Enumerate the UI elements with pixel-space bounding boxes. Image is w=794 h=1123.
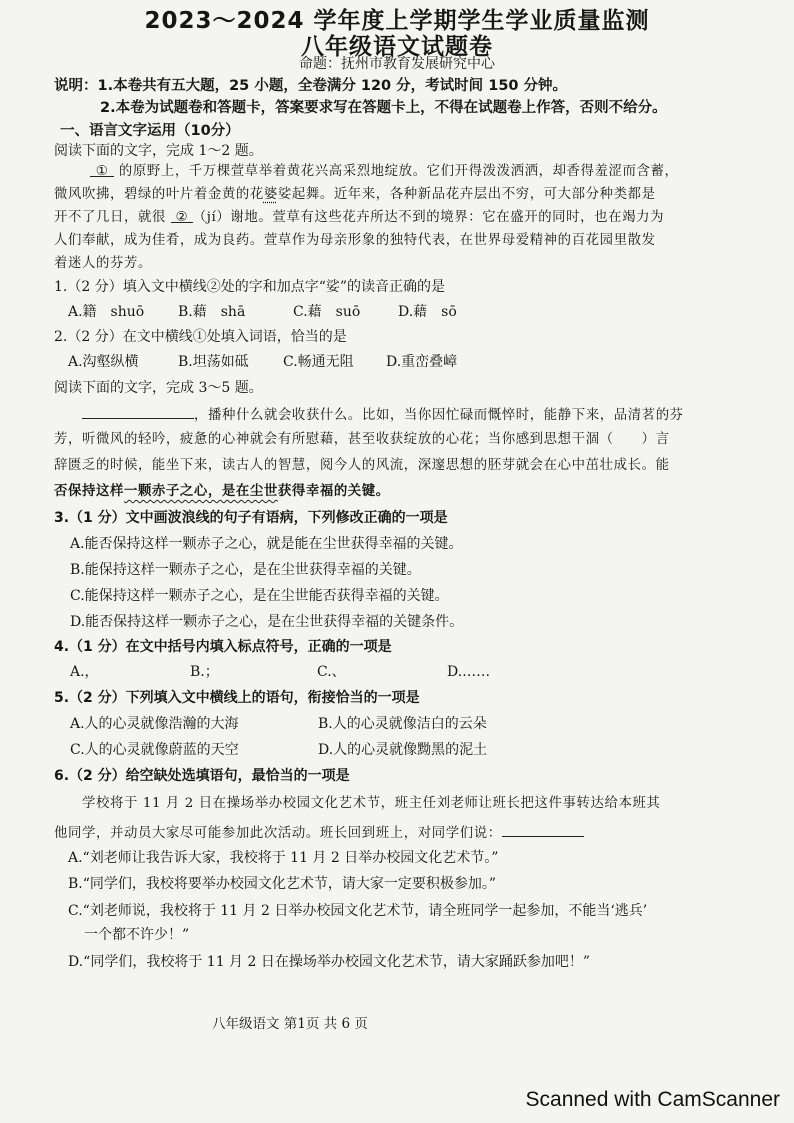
q2-option-d[interactable]: D.重峦叠嶂 (386, 354, 458, 370)
question-5-stem: 5.（2 分）下列填入文中横线上的语句，衔接恰当的一项是 (54, 690, 420, 706)
q5-option-c[interactable]: C.人的心灵就像蔚蓝的天空 (70, 742, 239, 758)
page-footer: 八年级语文 第1页 共 6 页 (212, 1016, 368, 1032)
q4-option-a[interactable]: A.， (70, 664, 99, 680)
q6-option-b[interactable]: B.“同学们，我校将要举办校园文化艺术节，请大家一定要积极参加。” (68, 876, 497, 892)
q3-option-c[interactable]: C.能保持这样一颗赤子之心，是在尘世能否获得幸福的关键。 (70, 588, 449, 604)
q3-option-d[interactable]: D.能否保持这样一颗赤子之心，是在尘世获得幸福的关键条件。 (70, 614, 464, 630)
instructions-2: 2.本卷为试题卷和答题卡，答案要求写在答题卡上，不得在试题卷上作答，否则不给分。 (100, 100, 667, 116)
passage1-line4: 人们奉献，成为佳肴，成为良药。萱草作为母亲形象的独特代表，在世界母爱精神的百花园里散发 (54, 233, 656, 248)
q2-option-c[interactable]: C.畅通无阻 (283, 354, 354, 370)
q5-option-d[interactable]: D.人的心灵就像黝黑的泥土 (318, 742, 488, 758)
q6-option-a[interactable]: A.“刘老师让我告诉大家，我校将于 11 月 2 日举办校园文化艺术节。” (68, 850, 499, 866)
question-3-stem: 3.（1 分）文中画波浪线的句子有语病，下列修改正确的一项是 (54, 510, 448, 526)
passage1-line2: 微风吹拂，碧绿的叶片着金黄的花婆娑起舞。近年来，各种新品花卉层出不穷，可大部分种类都是 (54, 187, 656, 202)
passage2-line2: 芳，听微风的轻吟，疲惫的心神就会有所慰藉，甚至收获绽放的心花；当你感到思想干涸（ ）言 (54, 432, 670, 447)
q1-option-a[interactable]: A.籍 shuō (68, 304, 145, 320)
question-2-options (68, 352, 457, 372)
blank-4 (502, 822, 584, 837)
question-6-context-2: 他同学，并动员大家尽可能参加此次活动。班长回到班上，对同学们说： (54, 822, 584, 844)
q6-option-c[interactable]: C.“刘老师说，我校将于 11 月 2 日举办校园文化艺术节，请全班同学一起参加，不能当‘逃兵’ (68, 903, 648, 919)
blank-3 (82, 404, 194, 419)
q4-option-d[interactable]: D.…… (447, 664, 491, 680)
q5-option-b[interactable]: B.人的心灵就像洁白的云朵 (318, 716, 487, 732)
question-1-options (68, 302, 457, 322)
exam-title: 2023～2024 学年度上学期学生学业质量监测 (144, 8, 650, 34)
passage1-line5: 着迷人的芬芳。 (54, 256, 152, 271)
q4-option-b[interactable]: B.； (190, 664, 219, 680)
q1-option-c[interactable]: C.藉 suō (293, 304, 361, 320)
question-6-stem: 6.（2 分）给空缺处选填语句，最恰当的一项是 (54, 768, 350, 784)
q5-option-a[interactable]: A.人的心灵就像浩瀚的大海 (70, 716, 239, 732)
scanner-watermark: Scanned with CamScanner (525, 1088, 780, 1111)
exam-author: 命题：抚州市教育发展研究中心 (299, 56, 495, 72)
dotted-char: 婆 (263, 187, 278, 202)
q3-option-b[interactable]: B.能保持这样一颗赤子之心，是在尘世获得幸福的关键。 (70, 562, 421, 578)
q1-option-b[interactable]: B.藉 shā (178, 304, 246, 320)
passage2-line1: ，播种什么就会收获什么。比如，当你因忙碌而慨悴时，能静下来，品清茗的芬 (82, 404, 684, 426)
blank-2: ② (171, 208, 193, 223)
q6-option-c-cont: 一个都不许少！” (84, 927, 190, 943)
reading-intro-2: 阅读下面的文字，完成 3～5 题。 (54, 380, 263, 396)
section-heading: 一、语言文字运用（10分） (60, 123, 240, 139)
blank-1: ① (90, 162, 114, 177)
question-5-options-row1 (70, 714, 487, 734)
question-2-stem: 2.（2 分）在文中横线①处填入词语，恰当的是 (54, 329, 347, 345)
q2-option-b[interactable]: B.坦荡如砥 (178, 354, 249, 370)
question-5-options-row2 (70, 740, 487, 760)
reading-intro-1: 阅读下面的文字，完成 1～2 题。 (54, 143, 263, 159)
q3-option-a[interactable]: A.能否保持这样一颗赤子之心，就是能在尘世获得幸福的关键。 (70, 536, 463, 552)
passage2-line3: 辞匮乏的时候，能坐下来，读古人的智慧，阅今人的风流，深邃思想的胚芽就会在心中茁壮成长。能 (54, 458, 670, 473)
wavy-sentence: 一颗赤子之心，是在尘世 (123, 484, 278, 499)
exam-subtitle: 八年级语文试题卷 (301, 34, 493, 60)
q1-option-d[interactable]: D.藉 sō (398, 304, 457, 320)
question-1-stem: 1.（2 分）填入文中横线②处的字和加点字“娑”的读音正确的是 (54, 279, 446, 295)
passage1-line3: 开不了几日，就很 ② （jí）谢地。萱草有这些花卉所达不到的境界：它在盛开的同时，也在竭力为 (54, 210, 665, 225)
q4-option-c[interactable]: C.、 (317, 664, 346, 680)
passage2-line4: 否保持这样一颗赤子之心，是在尘世获得幸福的关键。 (54, 484, 390, 499)
passage1-line1: ① 的原野上，千万棵萱草举着黄花兴高采烈地绽放。它们开得泼泼洒洒，却香得羞涩而含蓄， (90, 162, 678, 182)
q2-option-a[interactable]: A.沟壑纵横 (68, 354, 139, 370)
instructions-1: 说明：1.本卷共有五大题，25 小题，全卷满分 120 分，考试时间 150 分钟。 (54, 78, 568, 94)
question-4-options (70, 662, 490, 682)
q6-option-d[interactable]: D.“同学们，我校将于 11 月 2 日在操场举办校园文化艺术节，请大家踊跃参加吧！” (68, 954, 591, 970)
question-4-stem: 4.（1 分）在文中括号内填入标点符号，正确的一项是 (54, 639, 392, 655)
question-6-context-1: 学校将于 11 月 2 日在操场举办校园文化艺术节，班主任刘老师让班长把这件事转达给本班其 (82, 796, 661, 811)
